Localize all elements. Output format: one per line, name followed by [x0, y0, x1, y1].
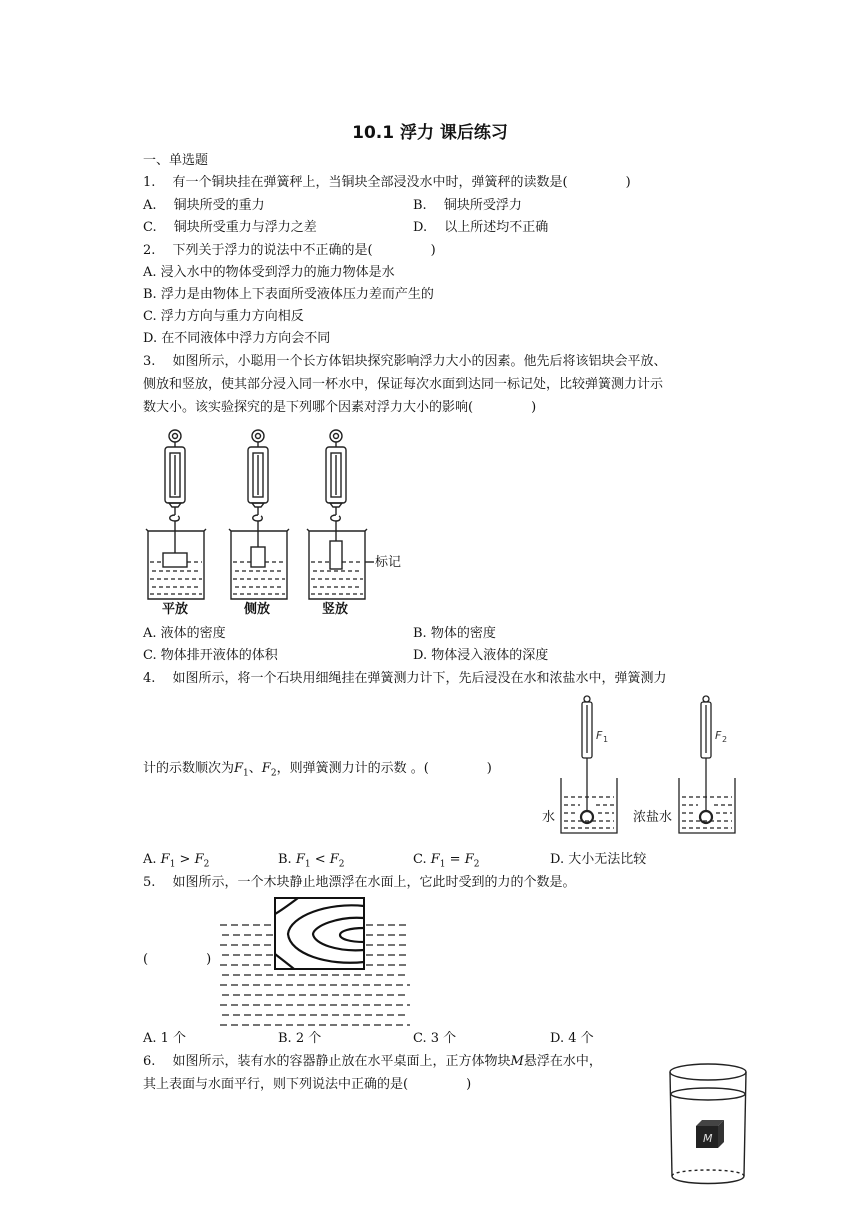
q4-b-s1: 1: [304, 859, 311, 870]
q6-post: 悬浮在水中，: [523, 1054, 602, 1069]
question-1-close: ): [625, 175, 631, 190]
q4-stem-post: ，则弹簧测力计的示数 。(: [276, 761, 429, 776]
q4-stem-pre: 计的示数顺次为: [143, 761, 235, 776]
question-6-close: ): [466, 1077, 472, 1092]
page-title: 10.1 浮力 课后练习: [352, 123, 508, 143]
question-3-line-2: 侧放和竖放，使其部分浸入同一杯水中，保证每次水面到达同一标记处，比较弹簧测力计示: [143, 377, 664, 392]
q4-b-op: <: [310, 852, 330, 867]
q4-c-f: F: [430, 852, 440, 867]
q4-b-f2: F: [329, 852, 339, 867]
q4-var-f2: F: [261, 761, 271, 776]
q2-option-d: D. 在不同液体中浮力方向会不同: [143, 331, 331, 346]
q4-c-s1: 1: [439, 859, 446, 870]
question-3-line-1: 3. 如图所示，小聪用一个长方体铝块探究影响浮力大小的因素。他先后将该铝块会平放、: [143, 354, 667, 369]
q4-label-brine: 浓盐水: [633, 810, 673, 825]
q4-option-c: [413, 850, 479, 875]
question-3-stem: 数大小。该实验探究的是下列哪个因素对浮力大小的影响(: [143, 400, 474, 415]
q5-wood-block: [275, 898, 364, 969]
q4-c-s2: 2: [473, 859, 480, 870]
q4-c-op: =: [445, 852, 465, 867]
q1-option-a: A. 铜块所受的重力: [143, 198, 265, 213]
question-6-line-1: [143, 1052, 602, 1072]
q4-c-f2: F: [464, 852, 474, 867]
q2-option-c: C. 浮力方向与重力方向相反: [143, 309, 304, 324]
q4-sub-2: 2: [270, 768, 277, 779]
question-5-blank: [143, 950, 211, 970]
q4-a-op: >: [175, 852, 195, 867]
q3-figure-spring-scales: [138, 423, 402, 619]
question-3-close: ): [531, 400, 537, 415]
q4-b-s2: 2: [338, 859, 345, 870]
q3-label-upright: 竖放: [322, 602, 349, 617]
q6-cube-m: [696, 1120, 724, 1148]
q1-option-c: C. 铜块所受重力与浮力之差: [143, 220, 317, 235]
q5-paren-close: ): [206, 952, 212, 967]
q3-mark-label: 标记: [375, 555, 402, 570]
q2-option-a: A. 浸入水中的物体受到浮力的施力物体是水: [143, 265, 395, 280]
q5-option-d: D. 4 个: [550, 1031, 594, 1046]
q4-fig-label-f2: F: [715, 729, 722, 742]
question-4-line-2: [143, 759, 492, 784]
question-6-line-2: [143, 1075, 471, 1095]
q4-a-s1: 1: [169, 859, 176, 870]
q4-b-f: F: [295, 852, 305, 867]
q4-option-a-label: A.: [143, 852, 161, 867]
question-2-close: ): [430, 243, 436, 258]
spring-scale-3: [307, 430, 374, 599]
q4-option-b: [278, 850, 345, 875]
q6-pre: 6. 如图所示，装有水的容器静止放在水平桌面上，正方体物块: [143, 1054, 511, 1069]
question-2: [143, 241, 436, 261]
q3-option-a: A. 液体的密度: [143, 626, 226, 641]
q4-fig-label-sub2: 2: [722, 735, 728, 744]
q5-option-b: B. 2 个: [278, 1031, 322, 1046]
q4-sep: 、: [248, 761, 262, 776]
q4-fig-label-sub1: 1: [603, 735, 609, 744]
q3-label-side: 侧放: [244, 602, 271, 617]
q4-sub-1: 1: [243, 768, 249, 779]
q3-option-d: D. 物体浸入液体的深度: [413, 648, 549, 663]
q3-option-c: C. 物体排开液体的体积: [143, 648, 278, 663]
q1-option-d: D. 以上所述均不正确: [413, 220, 549, 235]
question-2-stem: 2. 下列关于浮力的说法中不正确的是(: [143, 243, 373, 258]
q5-option-c: C. 3 个: [413, 1031, 457, 1046]
question-4-close: ): [486, 761, 492, 776]
question-1-stem: 1. 有一个铜块挂在弹簧秤上，当铜块全部浸没水中时，弹簧秤的读数是(: [143, 175, 568, 190]
q6-cube-label: M: [703, 1132, 713, 1145]
q2-option-b: B. 浮力是由物体上下表面所受液体压力差而产生的: [143, 287, 434, 302]
q1-option-b: B. 铜块所受浮力: [413, 198, 522, 213]
q5-paren-open: (: [143, 952, 149, 967]
spring-scale-2: [229, 430, 289, 599]
q4-a-s2: 2: [203, 859, 210, 870]
q6-var-m: M: [510, 1054, 524, 1069]
q5-figure-floating-block: [218, 896, 412, 1030]
question-3-line-3: [143, 398, 536, 418]
q6-stem: 其上表面与水面平行，则下列说法中正确的是(: [143, 1077, 409, 1092]
q6-figure-container: [666, 1060, 752, 1190]
q5-option-a: A. 1 个: [143, 1031, 187, 1046]
q4-label-water: 水: [542, 810, 556, 825]
question-1: [143, 173, 631, 193]
q4-figure-spring-scales: [540, 693, 760, 839]
question-5: 5. 如图所示，一个木块静止地漂浮在水面上，它此时受到的力的个数是。: [143, 875, 576, 890]
q4-fig-label-f: F: [596, 729, 603, 742]
question-4-line-1: 4. 如图所示，将一个石块用细绳挂在弹簧测力计下，先后浸没在水和浓盐水中，弹簧测力: [143, 671, 667, 686]
q4-a-f2: F: [194, 852, 204, 867]
q4-option-b-label: B.: [278, 852, 296, 867]
q4-a-f: F: [160, 852, 170, 867]
spring-scale-1: [146, 430, 206, 599]
q3-option-b: B. 物体的密度: [413, 626, 496, 641]
q4-option-a: [143, 850, 209, 875]
q4-option-d: D. 大小无法比较: [550, 852, 647, 867]
q4-var-f1: F: [234, 761, 244, 776]
section-heading: 一、单选题: [143, 153, 209, 168]
q3-label-flat: 平放: [162, 602, 189, 617]
q4-option-c-label: C.: [413, 852, 431, 867]
